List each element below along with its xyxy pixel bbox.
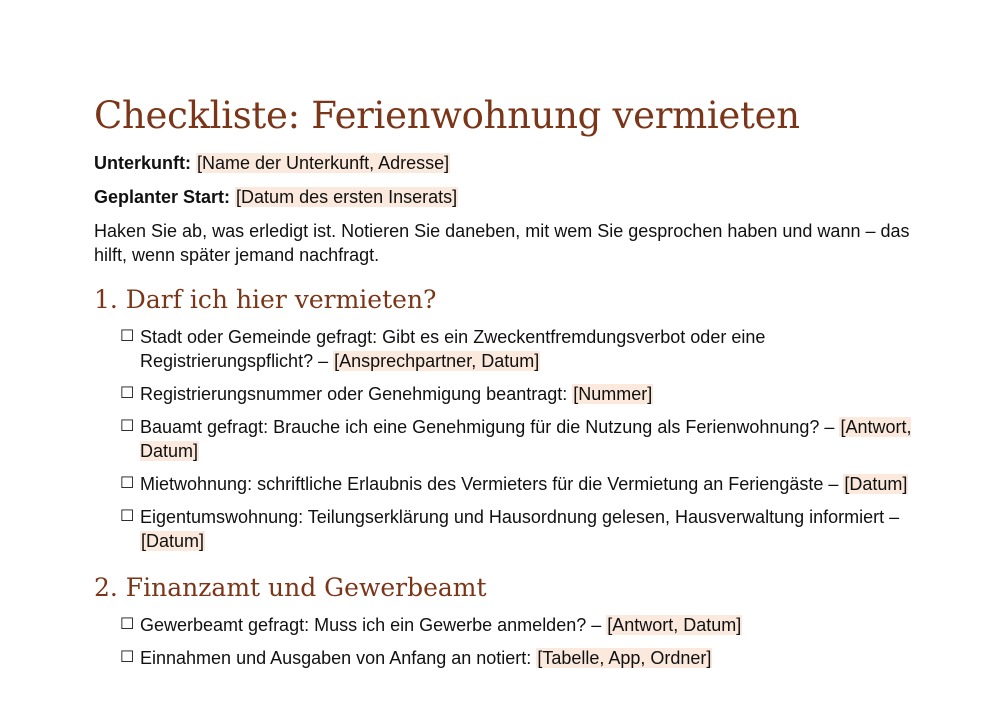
section-heading: 2. Finanzamt und Gewerbeamt xyxy=(94,573,487,602)
document-page xyxy=(94,92,914,688)
checkbox-icon[interactable]: ☐ xyxy=(120,418,135,435)
item-text: Mietwohnung: schriftliche Erlaubnis des Vermieters für die Vermietung an Feriengäste – xyxy=(140,474,844,494)
accommodation-line xyxy=(94,151,914,175)
checklist-section-2 xyxy=(94,613,914,670)
checkbox-icon[interactable]: ☐ xyxy=(120,649,135,666)
item-placeholder[interactable]: [Antwort, Datum] xyxy=(607,615,742,635)
start-date-placeholder[interactable]: [Datum des ersten Inserats] xyxy=(236,187,458,207)
section-heading: 1. Darf ich hier vermieten? xyxy=(94,285,437,314)
item-text: Bauamt gefragt: Brauche ich eine Genehmigung für die Nutzung als Ferienwohnung? – xyxy=(140,417,840,437)
item-text: Registrierungsnummer oder Genehmigung beantragt: xyxy=(140,384,573,404)
checkbox-icon[interactable]: ☐ xyxy=(120,475,135,492)
checklist-item xyxy=(120,646,914,670)
checklist-section-1 xyxy=(94,325,914,553)
checkbox-icon[interactable]: ☐ xyxy=(120,616,135,633)
accommodation-placeholder[interactable]: [Name der Unterkunft, Adresse] xyxy=(197,153,450,173)
item-placeholder[interactable]: [Nummer] xyxy=(573,384,653,404)
start-date-label: Geplanter Start: xyxy=(94,187,231,207)
checkbox-icon[interactable]: ☐ xyxy=(120,508,135,525)
item-text: Gewerbeamt gefragt: Muss ich ein Gewerbe anmelden? – xyxy=(140,615,607,635)
item-text: Stadt oder Gemeinde gefragt: Gibt es ein Zweckentfremdungsverbot oder eine Registrierungspflicht? – xyxy=(140,327,766,371)
checklist-item xyxy=(120,613,914,637)
page-title: Checkliste: Ferienwohnung vermieten xyxy=(94,94,800,137)
checklist-item xyxy=(120,472,914,496)
checklist-item xyxy=(120,415,914,463)
checklist-item xyxy=(120,382,914,406)
item-text: Einnahmen und Ausgaben von Anfang an notiert: xyxy=(140,648,537,668)
accommodation-label: Unterkunft: xyxy=(94,153,191,173)
item-placeholder[interactable]: [Datum] xyxy=(844,474,908,494)
item-placeholder[interactable]: [Datum] xyxy=(141,531,205,551)
checkbox-icon[interactable]: ☐ xyxy=(120,385,135,402)
start-date-line xyxy=(94,185,914,209)
item-placeholder[interactable]: [Ansprechpartner, Datum] xyxy=(334,351,540,371)
item-placeholder[interactable]: [Antwort, Datum] xyxy=(140,417,912,461)
checkbox-icon[interactable]: ☐ xyxy=(120,328,135,345)
item-placeholder[interactable]: [Tabelle, App, Ordner] xyxy=(537,648,712,668)
checklist-item xyxy=(120,325,914,373)
intro-text: Haken Sie ab, was erledigt ist. Notieren Sie daneben, mit wem Sie gesprochen haben und wann – das hilft, wenn später jemand nachfragt. xyxy=(94,221,910,265)
checklist-item xyxy=(120,505,914,553)
item-text: Eigentumswohnung: Teilungserklärung und Hausordnung gelesen, Hausverwaltung informiert – xyxy=(140,507,900,527)
